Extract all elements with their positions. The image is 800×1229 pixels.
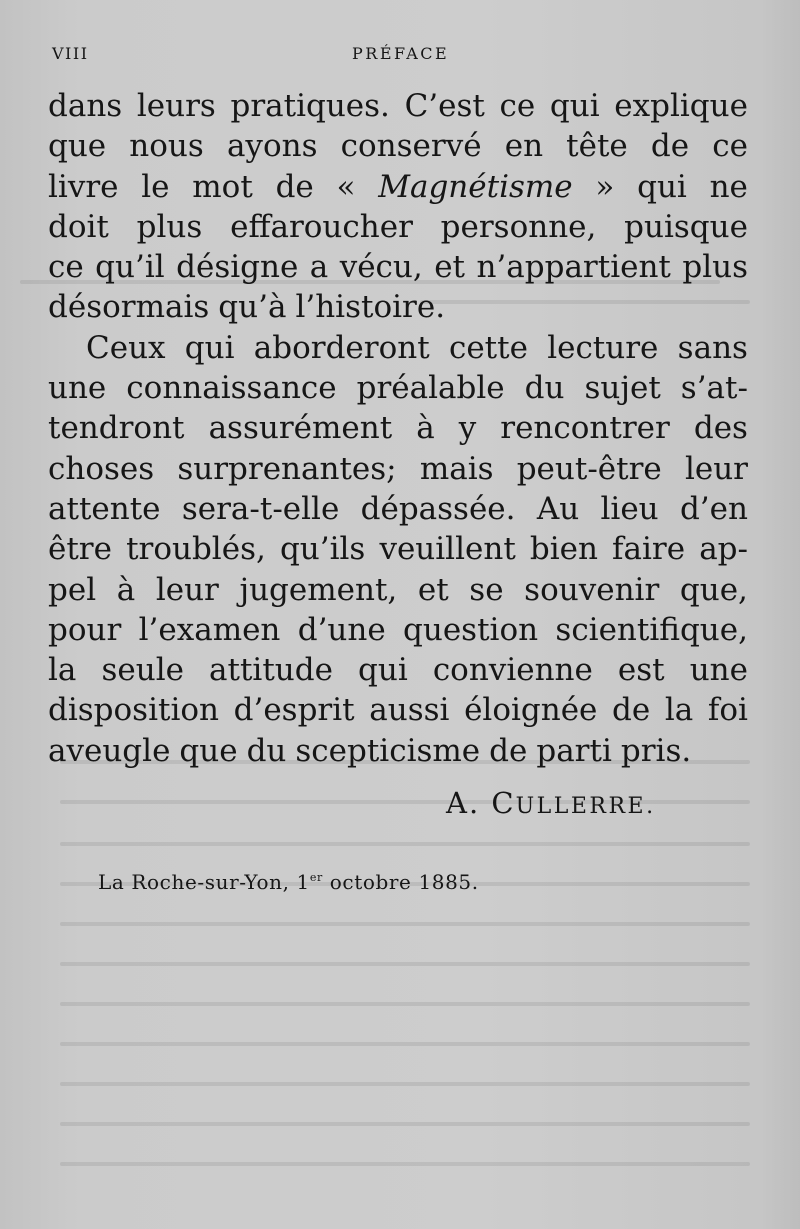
word: foi	[707, 692, 748, 729]
word: pour	[48, 611, 122, 648]
word: sans	[677, 329, 748, 366]
text-line	[48, 126, 748, 166]
word: lieu	[600, 490, 659, 527]
word: C’est	[404, 88, 485, 124]
text-line	[48, 529, 748, 569]
word: y	[458, 410, 477, 447]
signature-initial: A. C	[446, 786, 516, 820]
word: s’at-	[680, 370, 748, 407]
word: peut-être	[516, 450, 662, 487]
word: pel	[48, 571, 97, 608]
word: que	[48, 128, 107, 165]
word: une	[689, 652, 748, 689]
word: a	[309, 249, 329, 286]
word: qu’il	[95, 249, 165, 286]
word: convienne	[432, 652, 593, 689]
word: de	[612, 692, 651, 729]
word: nous	[129, 128, 204, 165]
word: l’histoire.	[295, 289, 446, 326]
word: connaissance	[126, 370, 337, 407]
dateline-date: octobre 1885.	[322, 870, 479, 894]
show-through-line	[60, 1042, 750, 1046]
word: lecture	[547, 329, 659, 366]
word: que,	[679, 571, 748, 608]
word: des	[693, 410, 748, 447]
running-head	[52, 44, 748, 68]
word: Ceux	[86, 329, 166, 366]
word: dépassée.	[360, 490, 516, 527]
word: qui	[358, 652, 408, 689]
dateline-place: La Roche-sur-Yon, 1	[98, 870, 310, 894]
show-through-line	[60, 922, 750, 926]
word: personne,	[440, 208, 597, 245]
word: l’examen	[138, 611, 281, 648]
text-line	[48, 408, 748, 448]
signature-surname: ULLERRE.	[515, 794, 656, 819]
word: en	[504, 128, 544, 165]
preface-text	[48, 86, 748, 771]
word: préalable	[356, 370, 505, 407]
word: souvenir	[524, 571, 660, 608]
word: qui	[184, 329, 235, 366]
word: plus	[136, 208, 203, 245]
word: scientifique,	[555, 611, 748, 648]
word: jugement,	[239, 571, 398, 608]
word: que	[179, 732, 238, 769]
word: le	[141, 168, 170, 205]
word: seule	[101, 652, 184, 689]
word: du	[246, 732, 287, 769]
word: n’appartient	[476, 249, 671, 286]
word: qu’ils	[279, 531, 366, 568]
word: question	[403, 611, 539, 648]
word: surprenantes;	[177, 450, 397, 487]
word: ce	[499, 88, 536, 124]
word: qu’à	[218, 289, 287, 326]
text-line	[48, 86, 748, 126]
running-title: PRÉFACE	[352, 44, 450, 63]
word: qui	[549, 88, 600, 124]
word: faire	[612, 531, 686, 568]
word: sera-t-elle	[181, 490, 340, 527]
word: éloignée	[464, 692, 598, 729]
text-line	[48, 650, 748, 690]
word: puisque	[624, 208, 748, 245]
word: est	[617, 652, 665, 689]
show-through-line	[60, 1082, 750, 1086]
word: livre	[48, 168, 119, 205]
word: aborderont	[253, 329, 430, 366]
dateline	[98, 870, 479, 894]
word: aussi	[369, 692, 450, 729]
word: rencontrer	[500, 410, 670, 447]
word: qui	[637, 168, 687, 205]
text-line	[48, 610, 748, 650]
word: explique	[614, 88, 748, 124]
word: tête	[566, 128, 628, 165]
word: à	[116, 571, 136, 608]
word: la	[48, 652, 77, 689]
text-line	[48, 247, 748, 287]
show-through-line	[60, 1162, 750, 1166]
text-line	[48, 287, 748, 327]
show-through-line	[60, 1122, 750, 1126]
word: veuillent	[379, 531, 516, 568]
word: d’en	[679, 490, 748, 527]
word: attente	[48, 490, 161, 527]
show-through-line	[60, 962, 750, 966]
text-line	[48, 449, 748, 489]
word: et	[434, 249, 465, 286]
word: leur	[684, 450, 748, 487]
word: disposition	[48, 692, 219, 729]
word: ce	[48, 249, 84, 286]
word: de	[650, 128, 690, 165]
word: désormais	[48, 289, 210, 326]
word: choses	[48, 450, 155, 487]
text-line	[48, 489, 748, 529]
word: dans	[48, 88, 123, 124]
word: d’esprit	[233, 692, 355, 729]
text-line	[48, 570, 748, 610]
word: et	[417, 571, 449, 608]
word: ce	[712, 128, 748, 165]
word: ap-	[699, 531, 748, 568]
word: mais	[419, 450, 494, 487]
word: à	[416, 410, 435, 447]
text-line	[48, 731, 748, 771]
word: »	[595, 168, 615, 205]
word: attitude	[209, 652, 333, 689]
word: désigne	[176, 249, 299, 286]
word: être	[48, 531, 112, 568]
word: scepticisme	[295, 732, 481, 769]
word: effaroucher	[230, 208, 413, 245]
word: aveugle	[48, 732, 171, 769]
word: «	[336, 168, 356, 205]
word: pratiques.	[230, 88, 390, 124]
word: de	[275, 168, 314, 205]
word: bien	[529, 531, 598, 568]
word: une	[48, 370, 107, 407]
word: leurs	[136, 88, 216, 124]
word: doit	[48, 208, 109, 245]
word: pris.	[620, 732, 692, 769]
text-line	[48, 328, 748, 368]
show-through-line	[60, 842, 750, 846]
word: se	[469, 571, 504, 608]
word: ne	[709, 168, 748, 205]
word: vécu,	[339, 249, 423, 286]
emphasis-word: Magnétisme	[378, 168, 573, 205]
word: troublés,	[126, 531, 266, 568]
word: de	[489, 732, 528, 769]
word: conservé	[340, 128, 482, 165]
show-through-line	[60, 1002, 750, 1006]
word: cette	[448, 329, 528, 366]
word: assurément	[208, 410, 393, 447]
text-line	[48, 368, 748, 408]
dateline-ordinal: er	[309, 871, 323, 884]
word: tendront	[48, 410, 185, 447]
word: du	[524, 370, 565, 407]
word: d’une	[297, 611, 386, 648]
word: sujet	[584, 370, 661, 407]
word: Au	[536, 490, 580, 527]
word: parti	[536, 732, 612, 769]
author-signature	[446, 786, 656, 820]
word: la	[664, 692, 694, 729]
text-line	[48, 690, 748, 730]
word: mot	[192, 168, 253, 205]
word: plus	[682, 249, 748, 286]
page-number: VIII	[52, 44, 89, 63]
word: ayons	[226, 128, 318, 165]
text-line	[48, 167, 748, 207]
text-line	[48, 207, 748, 247]
word: leur	[155, 571, 219, 608]
